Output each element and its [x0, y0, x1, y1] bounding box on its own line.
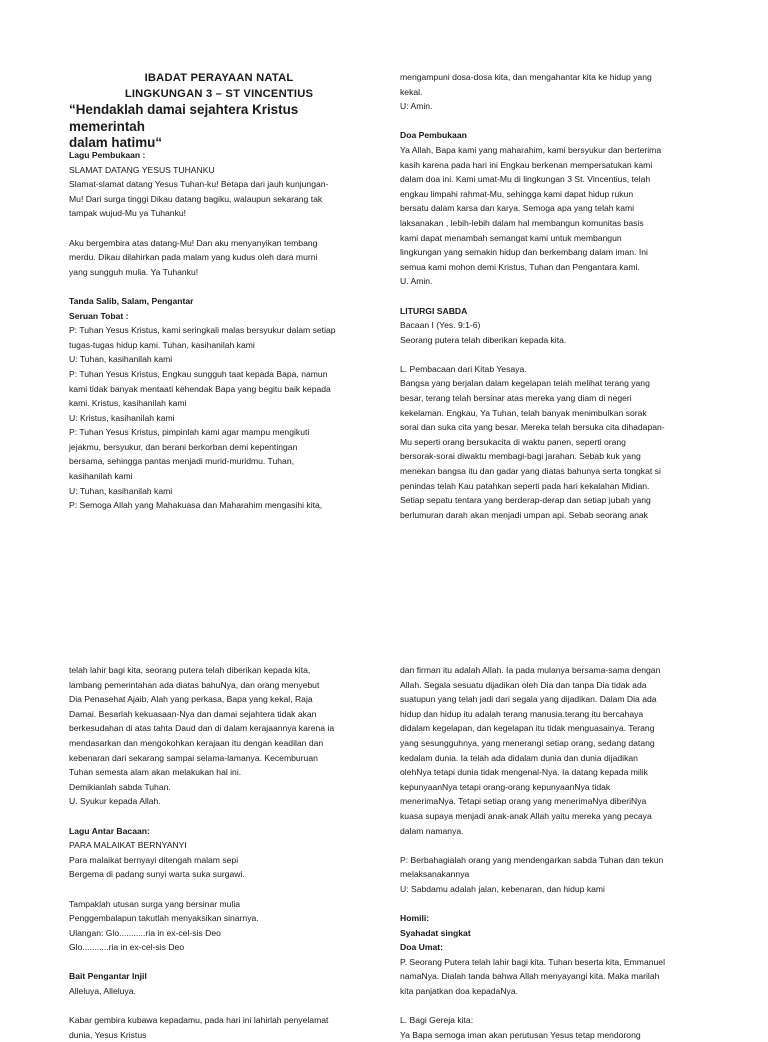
text-line: hidup dan hidup itu adalah terang manusia.terang itu bercahaya: [400, 708, 644, 719]
text-line: U. Syukur kepada Allah.: [69, 796, 161, 807]
heading-creed: Syahadat singkat: [400, 927, 471, 938]
text-line: Damai. Besarlah kekuasaan-Nya dan damai sejahtera tidak akan: [69, 708, 317, 719]
text-line: U: Kristus, kasihanilah kami: [69, 412, 175, 423]
text-line: Allah. Segala sesuatu dijadikan oleh Dia dan tanpa Dia tidak ada: [400, 679, 647, 690]
text-line: Para malaikat bernyayi ditengah malam sepi: [69, 854, 239, 865]
text-line: kepunyaanNya tetapi orang-orang kepunyaanNya tidak: [400, 781, 611, 792]
text-line: Dia Penasehat Ajaib, Alah yang perkasa, Bapa yang kekal, Raja: [69, 694, 313, 705]
heading-penitential: Seruan Tobat :: [69, 310, 129, 321]
text-line: berkesudahan di atas tahta Daud dan di dalam kerajaannya karena ia: [69, 723, 335, 734]
theme-line-1: “Hendaklah damai sejahtera Kristus memerintah: [69, 102, 299, 134]
text-line: Alleluya, Alleluya.: [69, 986, 136, 997]
text-line: Ya Bapa semoga iman akan perutusan Yesus tetap mendorong: [400, 1029, 641, 1040]
text-line: Tuhan semesta alam akan melakukan hal ini.: [69, 767, 242, 778]
text-line: bersorak-sorai diwaktu membagi-bagi jarahan. Sebab kuk yang: [400, 451, 641, 462]
text-line: kebenaran dari sekarang sampai selama-lamanya. Kecemburuan: [69, 752, 318, 763]
text-line: U. Amin.: [400, 276, 433, 287]
text-line: mengampuni dosa-dosa kita, dan mengahantar kita ke hidup yang: [400, 72, 652, 82]
text-line: sorai dan suka cita yang besar. Mereka telah bersuka cita dihadapan-: [400, 422, 665, 433]
text-line: dalam namanya.: [400, 825, 464, 836]
text-line: bersama, sehingga pantas menjadi murid-muridmu. Tuhan,: [69, 456, 294, 467]
text-line: Slamat-slamat datang Yesus Tuhan-ku! Betapa dari jauh kunjungan-: [69, 179, 329, 190]
text-line: U: Amin.: [400, 101, 433, 112]
text-line: kekelaman. Engkau, Ya Tuhan, telah banyak menimbulkan sorak: [400, 407, 647, 418]
text-line: Mu! Dari surga tinggi Dikau datang bagiku, walaupun sekarang tak: [69, 193, 323, 204]
text-line: L. Bagi Gereja kita:: [400, 1015, 474, 1026]
text-line: P: Semoga Allah yang Mahakuasa dan Maharahim mengasihi kita,: [69, 500, 323, 511]
text-line: Mu seperti orang bersukacita di waktu panen, seperti orang: [400, 436, 626, 447]
text-line: lingkungan yang semakin hidup dan berkembang dalam iman. Ini: [400, 247, 648, 258]
text-line: Bangsa yang berjalan dalam kegelapan telah melihat terang yang: [400, 378, 650, 389]
text-line: Tampaklah utusan surga yang bersinar mulia: [69, 898, 241, 909]
text-line: dalam doa ini. Kami umat-Mu di lingkungan 3 St. Vincentius, telah: [400, 174, 651, 185]
text-line: U: Tuhan, kasihanilah kami: [69, 354, 173, 365]
text-line: P: Berbahagialah orang yang mendengarkan sabda Tuhan dan tekun: [400, 854, 664, 865]
document-subtitle: LINGKUNGAN 3 – ST VINCENTIUS: [124, 88, 314, 100]
text-line: U: Tuhan, kasihanilah kami: [69, 485, 173, 496]
column-top-right: [400, 70, 706, 522]
text-line: kasih karena pada hari ini Engkau berkenan mempersatukan kami: [400, 159, 653, 170]
text-line: Aku bergembira atas datang-Mu! Dan aku menyanyikan tembang: [69, 237, 318, 248]
text-line: lambang pemerintahan ada diatas bahuNya, dan orang menyebut: [69, 679, 320, 690]
text-line: kami dapat menambah semangat kami untuk membangun: [400, 232, 622, 243]
text-line: Seorang putera telah diberikan kepada kita.: [400, 334, 567, 345]
text-line: Demikianlah sabda Tuhan.: [69, 781, 171, 792]
text-line: kasihanilah kami: [69, 471, 133, 482]
text-line: didalam kegelapan, dan kegelapan itu tidak menguasainya. Terang: [400, 723, 655, 734]
text-line: mendasarkan dan mengokohkan kerajaan itu dengan keadilan dan: [69, 737, 324, 748]
title-block: [69, 70, 369, 152]
heading-opening-song: Lagu Pembukaan :: [69, 150, 146, 160]
text-line: L. Pembacaan dari Kitab Yesaya.: [400, 363, 527, 374]
text-line: Penggembalapun takutlah menyaksikan sinarnya.: [69, 913, 259, 924]
text-line: engkau limpahi rahmat-Mu, sehingga kami dapat hidup rukun: [400, 188, 634, 199]
text-line: kedalam dunia. Ia telah ada didalam dunia dan dunia dijadikan: [400, 752, 638, 763]
text-line: Setiap sepatu tentara yang berderap-derap dan setiap jubah yang: [400, 495, 651, 506]
text-line: P. Seorang Putera telah lahir bagi kita. Tuhan beserta kita, Emmanuel: [400, 956, 665, 967]
text-line: telah lahir bagi kita, seorang putera telah diberikan kepada kita,: [69, 665, 311, 675]
text-line: olehNya tetapi dunia tidak mengenal-Nya. Ia datang kepada milik: [400, 767, 648, 778]
text-line: kuasa supaya menjadi anak-anak Allah yaitu mereka yang pecaya: [400, 810, 652, 821]
text-line: dan firman itu adalah Allah. Ia pada mulanya bersama-sama dengan: [400, 665, 661, 675]
text-line: U: Sabdamu adalah jalan, kebenaran, dan hidup kami: [400, 883, 605, 894]
heading-homily: Homili:: [400, 913, 430, 924]
text-line: jejakmu, bersyukur, dan berani berkorban demi kepentingan: [69, 441, 298, 452]
text-line: tampak wujud-Mu ya Tuhanku!: [69, 208, 187, 219]
column-bottom-right: [400, 663, 706, 1042]
text-line: P: Tuhan Yesus Kristus, pimpinlah kami agar mampu mengikuti: [69, 427, 310, 438]
theme-line-2: dalam hatimu“: [69, 135, 163, 150]
text-line: kekal.: [400, 86, 423, 97]
text-line: Bacaan I (Yes. 9:1-6): [400, 320, 481, 331]
text-line: yang sesungguhnya, yang menerangi setiap orang, sedang datang: [400, 737, 655, 748]
text-line: Kabar gembira kubawa kepadamu, pada hari ini lahirlah penyelamat: [69, 1015, 329, 1026]
text-line: Glo...........ria in ex-cel-sis Deo: [69, 942, 185, 953]
column-bottom-left: [69, 663, 372, 1042]
heading-prayers: Doa Umat:: [400, 942, 443, 953]
text-line: Ulangan: Glo...........ria in ex-cel-sis Deo: [69, 927, 221, 938]
heading-opening-prayer: Doa Pembukaan: [400, 130, 467, 141]
text-line: besar, terang telah bersinar atas mereka yang diam di negeri: [400, 393, 632, 404]
text-line: bersatu dalam karsa dan karya. Semoga apa yang telah kami: [400, 203, 635, 214]
heading-sign-of-cross: Tanda Salib, Salam, Pengantar: [69, 295, 194, 306]
text-line: kami. Kristus, kasihanilah kami: [69, 398, 187, 409]
text-line: laksanakan , lebih-lebih dalam hal membangun komunitas basis: [400, 217, 644, 228]
text-line: menerimaNya. Tetapi setiap orang yang menerimaNya diberiNya: [400, 796, 647, 807]
text-line: Bergema di padang sunyi warta suka surgawi.: [69, 869, 245, 880]
text-line: P: Tuhan Yesus Kristus, kami seringkali malas bersyukur dalam setiap: [69, 325, 336, 336]
text-line: penindas telah Kau patahkan seperti pada hari kekalahan Midian.: [400, 480, 650, 491]
song-title: SLAMAT DATANG YESUS TUHANKU: [69, 164, 215, 175]
text-line: tugas-tugas hidup kami. Tuhan, kasihanilah kami: [69, 339, 255, 350]
text-line: merdu. Dikau dilahirkan pada malam yang kudus oleh dara murni: [69, 252, 318, 263]
column-top-left: [69, 148, 369, 513]
text-line: kita panjatkan doa kepadaNya.: [400, 986, 519, 997]
text-line: menekan bangsa itu dan gadar yang diatas bahunya serta tongkat si: [400, 466, 661, 477]
heading-gospel-acclamation: Bait Pengantar Injil: [69, 971, 147, 982]
document-title: IBADAT PERAYAAN NATAL: [144, 72, 294, 84]
text-line: melaksanakannya: [400, 869, 470, 880]
heading-liturgy-word: LITURGI SABDA: [400, 305, 468, 316]
text-line: namaNya. Dialah tanda bahwa Allah menyayangi kita. Maka marilah: [400, 971, 660, 982]
heading-interlude-song: Lagu Antar Bacaan:: [69, 825, 150, 836]
text-line: suatupun yang telah jadi dari segala yang dijadikan. Dalam Dia ada: [400, 694, 657, 705]
text-line: dunia, Yesus Kristus: [69, 1029, 147, 1040]
song-title: PARA MALAIKAT BERNYANYI: [69, 840, 187, 851]
text-line: Ya Allah, Bapa kami yang maharahim, kami bersyukur dan berterima: [400, 144, 662, 155]
text-line: kami tidak banyak mentaati kehendak Bapa yang begitu baik kepada: [69, 383, 331, 394]
text-line: yang sungguh mulia. Ya Tuhanku!: [69, 266, 199, 277]
text-line: semua kami mohon demi Kristus, Tuhan dan Pengantara kami.: [400, 261, 640, 272]
text-line: P: Tuhan Yesus Kristus, Engkau sungguh taat kepada Bapa, namun: [69, 368, 328, 379]
text-line: berlumuran darah akan menjadi umpan api. Sebab seorang anak: [400, 509, 648, 520]
